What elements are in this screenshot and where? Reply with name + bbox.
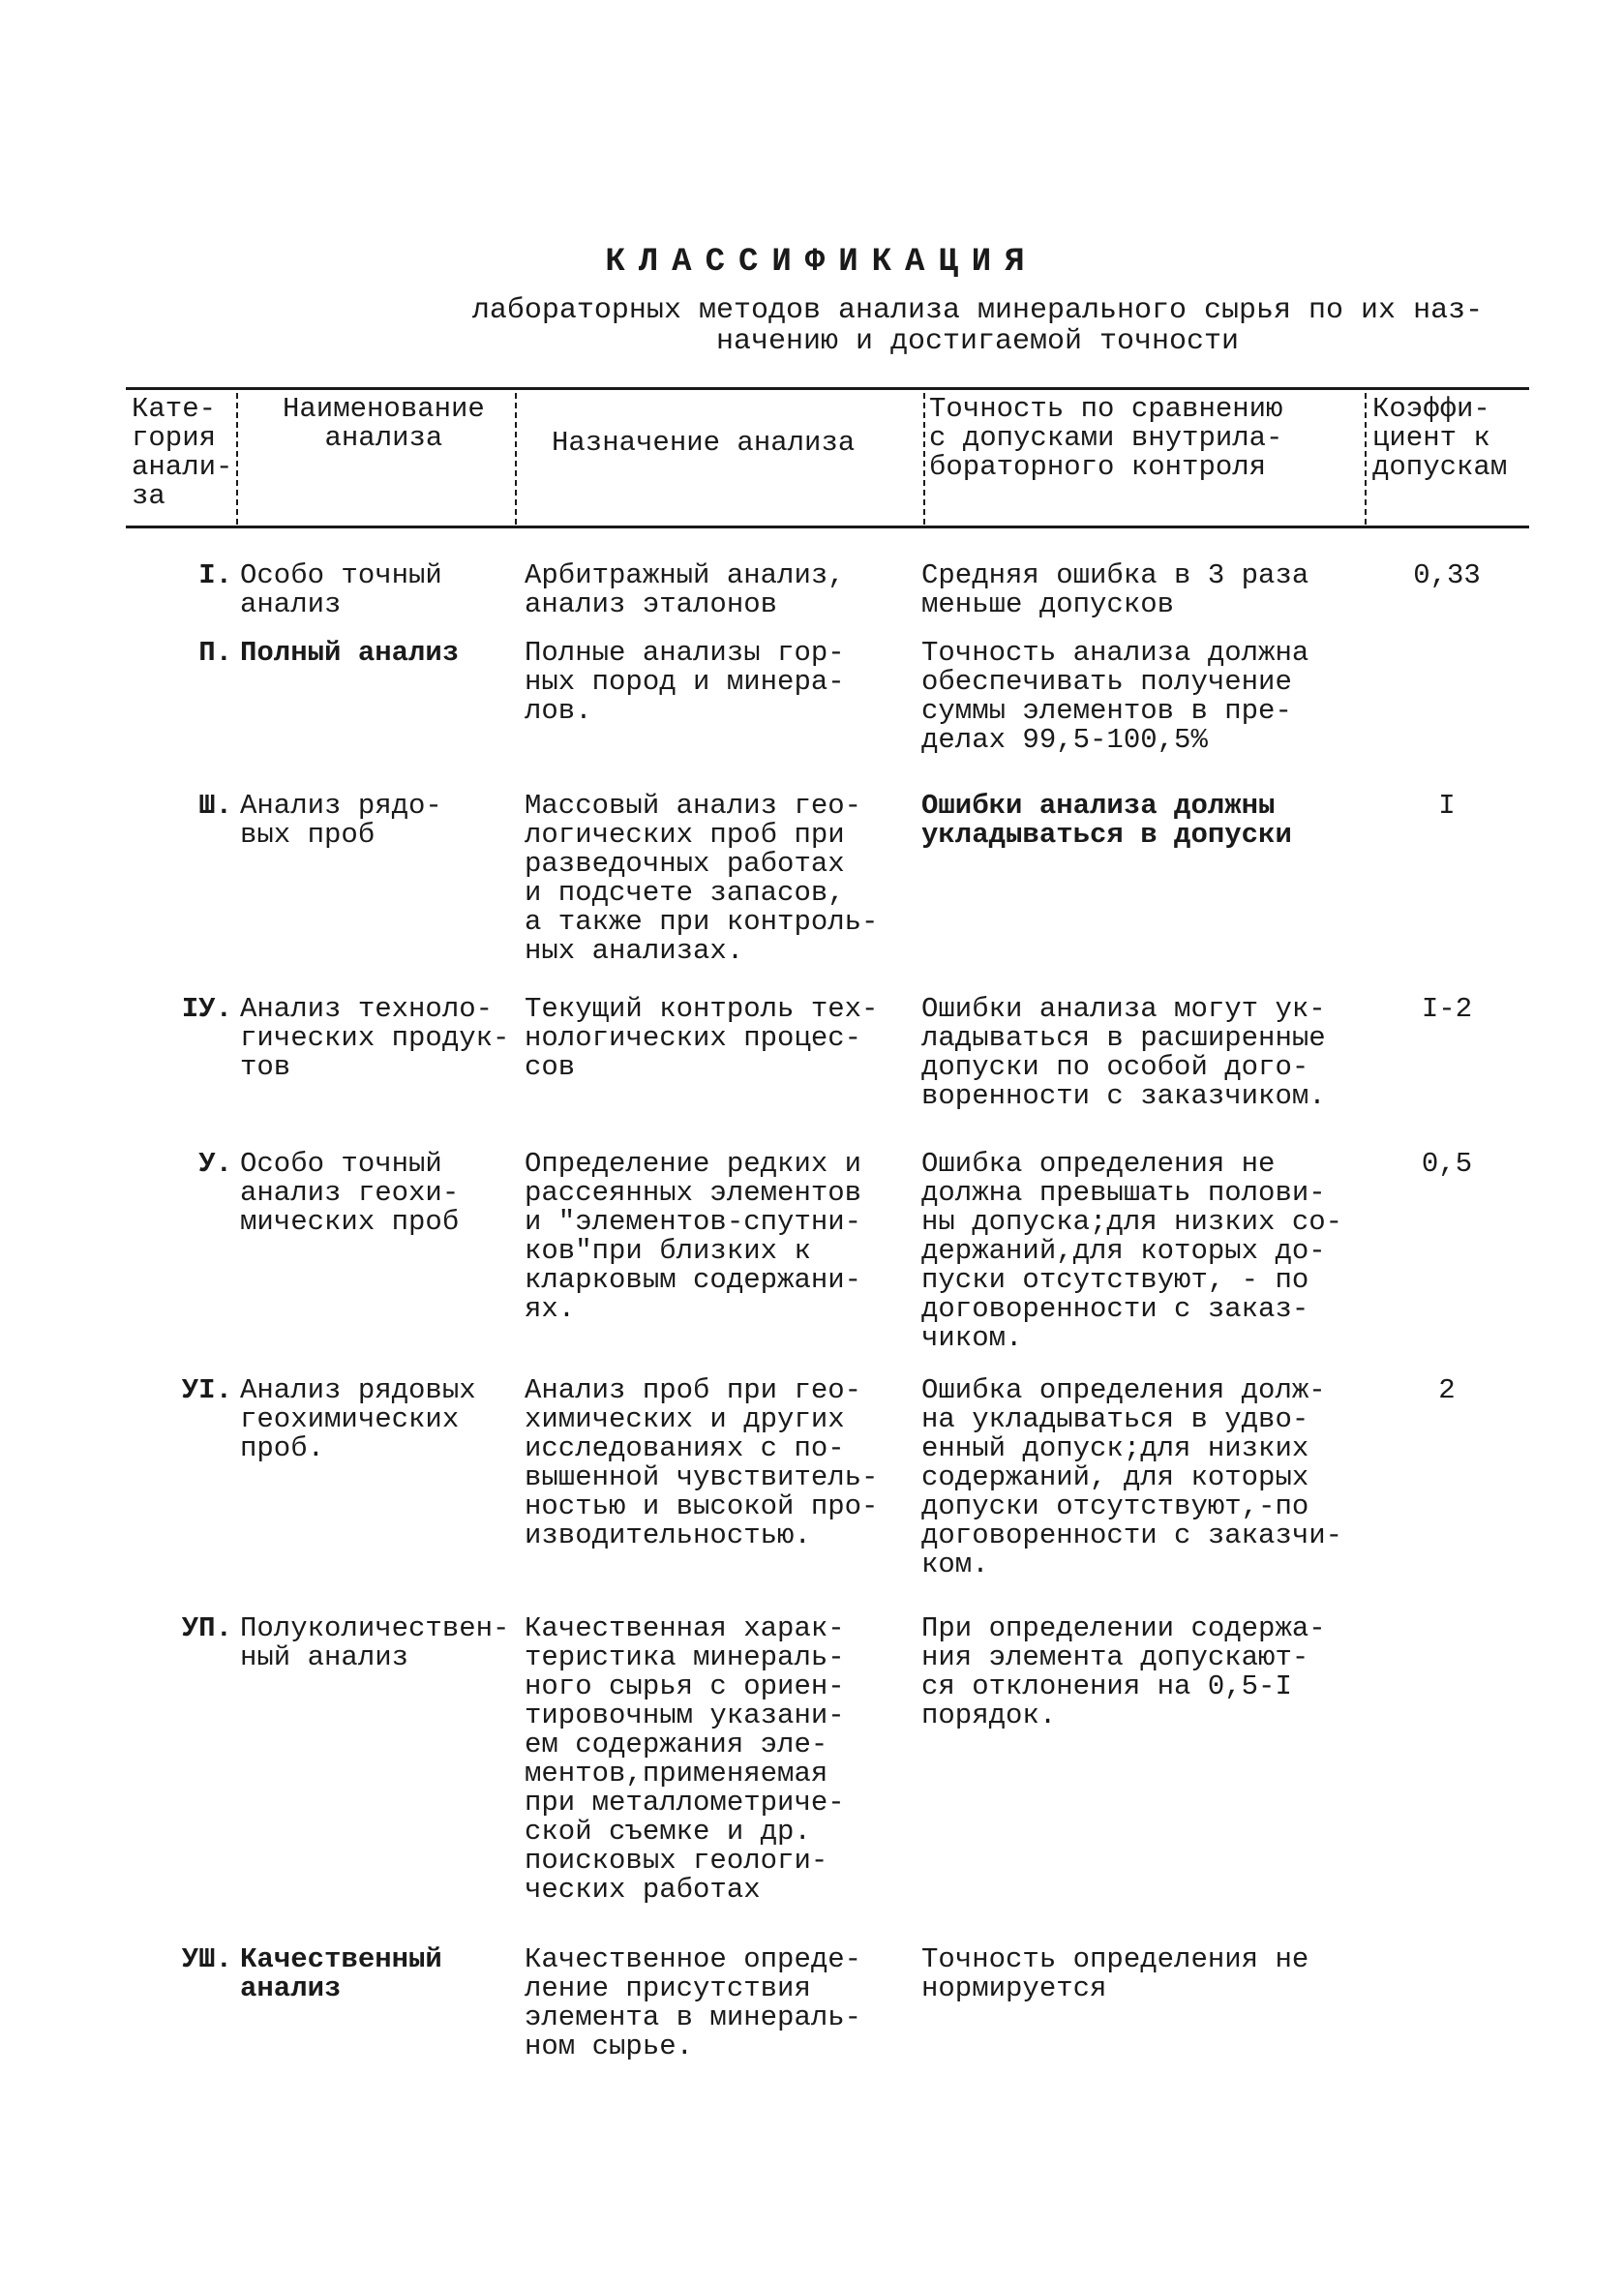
row-name: Полуколичествен- ный анализ (240, 1612, 510, 1673)
row-name: Особо точный анализ (240, 559, 442, 620)
row-coefficient: 0,5 (1421, 1148, 1473, 1180)
row-name: Анализ техноло- гических продук- тов (240, 993, 510, 1083)
row-purpose: Массовый анализ гео- логических проб при разведочных работах и подсчете запасов, а также при контроль- ных анализах. (525, 790, 879, 967)
header-divider (236, 393, 238, 525)
table-top-rule (126, 387, 1529, 390)
row-coefficient: 2 (1438, 1374, 1456, 1406)
row-accuracy: Ошибка определения не должна превышать полови- ны допуска;для низких со- держаний,для которых до- пуски отсутствуют, - по договоренности с заказ- чиком. (921, 1148, 1343, 1354)
header-divider (1365, 393, 1367, 525)
row-name: Анализ рядовых геохимических проб. (240, 1374, 476, 1464)
row-purpose: Качественная харак- теристика минераль- ного сырья с ориен- тировочным указани- ем содержания эле- ментов,применяемая при металлометриче- ской съемке и др. поисковых геологи- ческих работах (525, 1612, 845, 1906)
document-title: КЛАССИФИКАЦИЯ (605, 244, 1038, 281)
header-purpose: Назначение анализа (552, 427, 856, 459)
row-category: УШ. (181, 1943, 232, 1975)
table-header-rule (126, 526, 1529, 528)
row-category: IУ. (181, 993, 232, 1025)
row-coefficient: 0,33 (1413, 559, 1481, 591)
row-purpose: Определение редких и рассеянных элементов и "элементов-спутни- ков"при близких к кларковым содержани- ях. (525, 1148, 862, 1325)
row-accuracy: Точность определения не нормируется (921, 1943, 1309, 2004)
row-accuracy: При определении содержа- ния элемента допускают- ся отклонения на 0,5-I порядок. (921, 1612, 1326, 1731)
row-accuracy: Ошибки анализа должны укладываться в допуски (921, 790, 1292, 851)
row-category: Ш. (198, 790, 232, 822)
row-purpose: Качественное опреде- ление присутствия элемента в минераль- ном сырье. (525, 1943, 862, 2062)
row-name: Полный анализ (240, 637, 460, 669)
header-divider (515, 393, 517, 525)
row-category: У. (198, 1148, 232, 1180)
row-name: Анализ рядо- вых проб (240, 790, 442, 851)
table-header (126, 395, 1529, 523)
header-accuracy: Точность по сравнению с допусками внутрила- бораторного контроля (929, 393, 1283, 483)
row-accuracy: Средняя ошибка в 3 раза меньше допусков (921, 559, 1309, 620)
row-accuracy: Ошибка определения долж- на укладываться в удво- енный допуск;для низких содержаний, для которых допуски отсутствуют,-по договоренности с заказчи- ком. (921, 1374, 1343, 1580)
row-purpose: Арбитражный анализ, анализ эталонов (525, 559, 845, 620)
document-subtitle: лабораторных методов анализа минерального сырья по их наз- начению и достигаемой точности (471, 294, 1484, 358)
row-accuracy: Точность анализа должна обеспечивать получение суммы элементов в пре- делах 99,5-100,5% (921, 637, 1309, 756)
row-category: УI. (181, 1374, 232, 1406)
row-coefficient: I-2 (1421, 993, 1473, 1025)
header-name: Наименование анализа (283, 393, 485, 454)
row-coefficient: I (1438, 790, 1456, 822)
row-name: Особо точный анализ геохи- мических проб (240, 1148, 460, 1238)
row-purpose: Полные анализы гор- ных пород и минера- лов. (525, 637, 845, 727)
header-category: Кате- гория анали- за (132, 393, 233, 512)
header-divider (923, 393, 925, 525)
row-purpose: Текущий контроль тех- нологических процес- сов (525, 993, 879, 1083)
row-accuracy: Ошибки анализа могут ук- ладываться в расширенные допуски по особой дого- воренности с заказчиком. (921, 993, 1326, 1112)
row-category: I. (198, 559, 232, 591)
row-category: П. (198, 637, 232, 669)
row-purpose: Анализ проб при гео- химических и других исследованиях с по- вышенной чувствитель- ностью и высокой про- изводительностью. (525, 1374, 879, 1551)
header-coefficient: Коэффи- циент к допускам (1372, 393, 1508, 483)
row-category: УП. (181, 1612, 232, 1644)
row-name: Качественный анализ (240, 1943, 442, 2004)
